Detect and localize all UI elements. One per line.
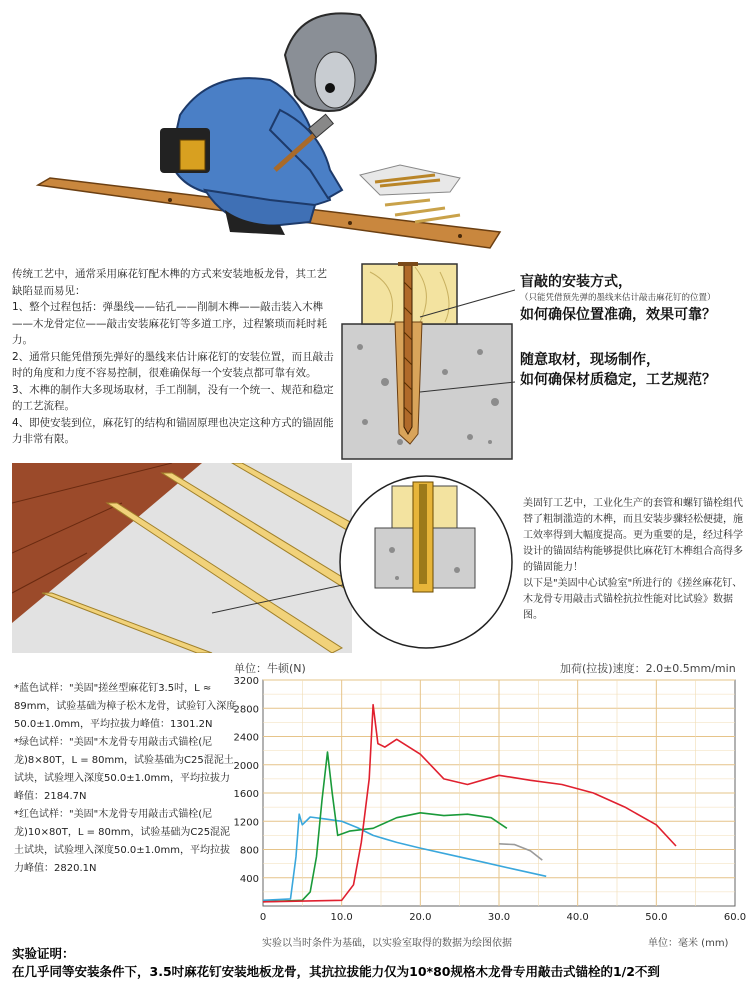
y-tick-label: 1600	[233, 789, 259, 800]
question-1-heading: 盲敲的安装方式，	[520, 274, 632, 290]
y-tick-label: 2800	[233, 704, 259, 716]
y-tick-label: 400	[239, 873, 259, 885]
question-block-1	[520, 272, 750, 325]
x-tick-label: 30.0	[487, 912, 511, 923]
x-tick-label: 40.0	[566, 912, 589, 923]
sample-red: *红色试样："美固"木龙骨专用敲击式锚栓(尼龙)10×80T，L = 80mm，试验基础为C25混泥土试块，试验埋入深度50.0±1.0mm，平均拉拔力峰值：2820.1N	[14, 809, 231, 874]
intro-point-4: 4、即使安装到位，麻花钉的结构和锚固原理也决定这种方式的锚固能力非常有限。	[12, 416, 334, 445]
chart-x-unit: 单位：毫米 (mm)	[648, 938, 729, 949]
sample-list	[14, 680, 240, 878]
sample-blue: *蓝色试样："美固"搓丝型麻花钉3.5吋，L ≈ 89mm，试验基础为樟子松木龙骨，试验钉入深度50.0±1.0mm，平均拉拔力峰值：1301.2N	[14, 683, 237, 730]
intro-point-2: 2、通常只能凭借预先弹好的墨线来估计麻花钉的安装位置，而且敲击时的角度和力度不容易控制，很难确保每一个安装点都可靠有效。	[12, 350, 334, 379]
test-intro: 以下是"美固中心试验室"所进行的《搓丝麻花钉、木龙骨专用敲击式锚栓抗拉性能对比试验》数据图。	[523, 578, 743, 621]
y-tick-label: 2400	[233, 732, 259, 744]
x-tick-label: 50.0	[645, 912, 668, 923]
advantage-description: 美固钉工艺中，工业化生产的套管和螺钉锚栓组代替了粗制滥造的木榫，而且安装步骤轻松便捷，施工效率得到大幅度提高。更为重要的是，经过科学设计的锚固结构能够提供比麻花钉木榫组合高得多的锚固能力！	[523, 498, 743, 573]
question-1-text: 如何确保位置准确，效果可靠？	[520, 307, 716, 323]
x-tick-label: 0	[259, 912, 267, 923]
conclusion-text: 在几乎同等安装条件下，3.5吋麻花钉安装地板龙骨，其抗拉拔能力仅为10*80规格木龙骨专用敲击式锚栓的1/2不到	[12, 964, 660, 979]
intro-text	[12, 266, 334, 448]
y-tick-label: 1200	[233, 817, 259, 829]
chart-y-ticks	[234, 676, 259, 885]
intro-point-1: 1、整个过程包括：弹墨线——钻孔——削制木榫——敲击装入木榫——木龙骨定位——敲击安装麻花钉等多道工序，过程繁琐而耗时耗力。	[12, 301, 327, 346]
question-1-note: （只能凭借预先弹的墨线来估计敲击麻花钉的位置）	[520, 293, 716, 303]
sample-green: *绿色试样："美固"木龙骨专用敲击式锚栓(尼龙)8×80T，L = 80mm，试验基础为C25混泥土试块，试验埋入深度50.0±1.0mm，平均拉拔力峰值：2184.7N	[14, 737, 234, 802]
intro-point-3: 3、木榫的制作大多现场取材，手工削制，没有一个统一、规范和稳定的工艺流程。	[12, 383, 334, 412]
worker-illustration	[30, 0, 510, 255]
chart-note: 实验以当时条件为基础，以实验室取得的数据为绘图依据	[262, 938, 512, 949]
y-tick-label: 2000	[233, 760, 259, 772]
chart-y-unit: 单位：牛顿(N)	[234, 662, 306, 675]
advantage-text	[523, 496, 745, 624]
chart-x-ticks	[260, 912, 746, 923]
question-2-text: 如何确保材质稳定，工艺规范？	[520, 372, 716, 388]
intro-title: 传统工艺中，通常采用麻花钉配木榫的方式来安装地板龙骨，其工艺缺陷显而易见：	[12, 268, 327, 297]
conclusion-title: 实验证明：	[12, 946, 75, 961]
y-tick-label: 3200	[233, 676, 259, 687]
floor-battens-illustration	[12, 463, 352, 653]
question-block-2	[520, 350, 750, 390]
question-2-heading: 随意取材，现场制作，	[520, 352, 660, 368]
pullout-chart	[225, 672, 750, 932]
twist-nail-section	[340, 262, 515, 462]
anchor-detail-circle	[337, 470, 515, 655]
y-tick-label: 800	[239, 845, 259, 857]
x-tick-label: 60.0	[723, 912, 747, 923]
x-tick-label: 10.0	[330, 912, 353, 923]
chart-speed: 加荷(拉拔)速度：2.0±0.5mm/min	[560, 662, 736, 675]
x-tick-label: 20.0	[409, 912, 432, 923]
